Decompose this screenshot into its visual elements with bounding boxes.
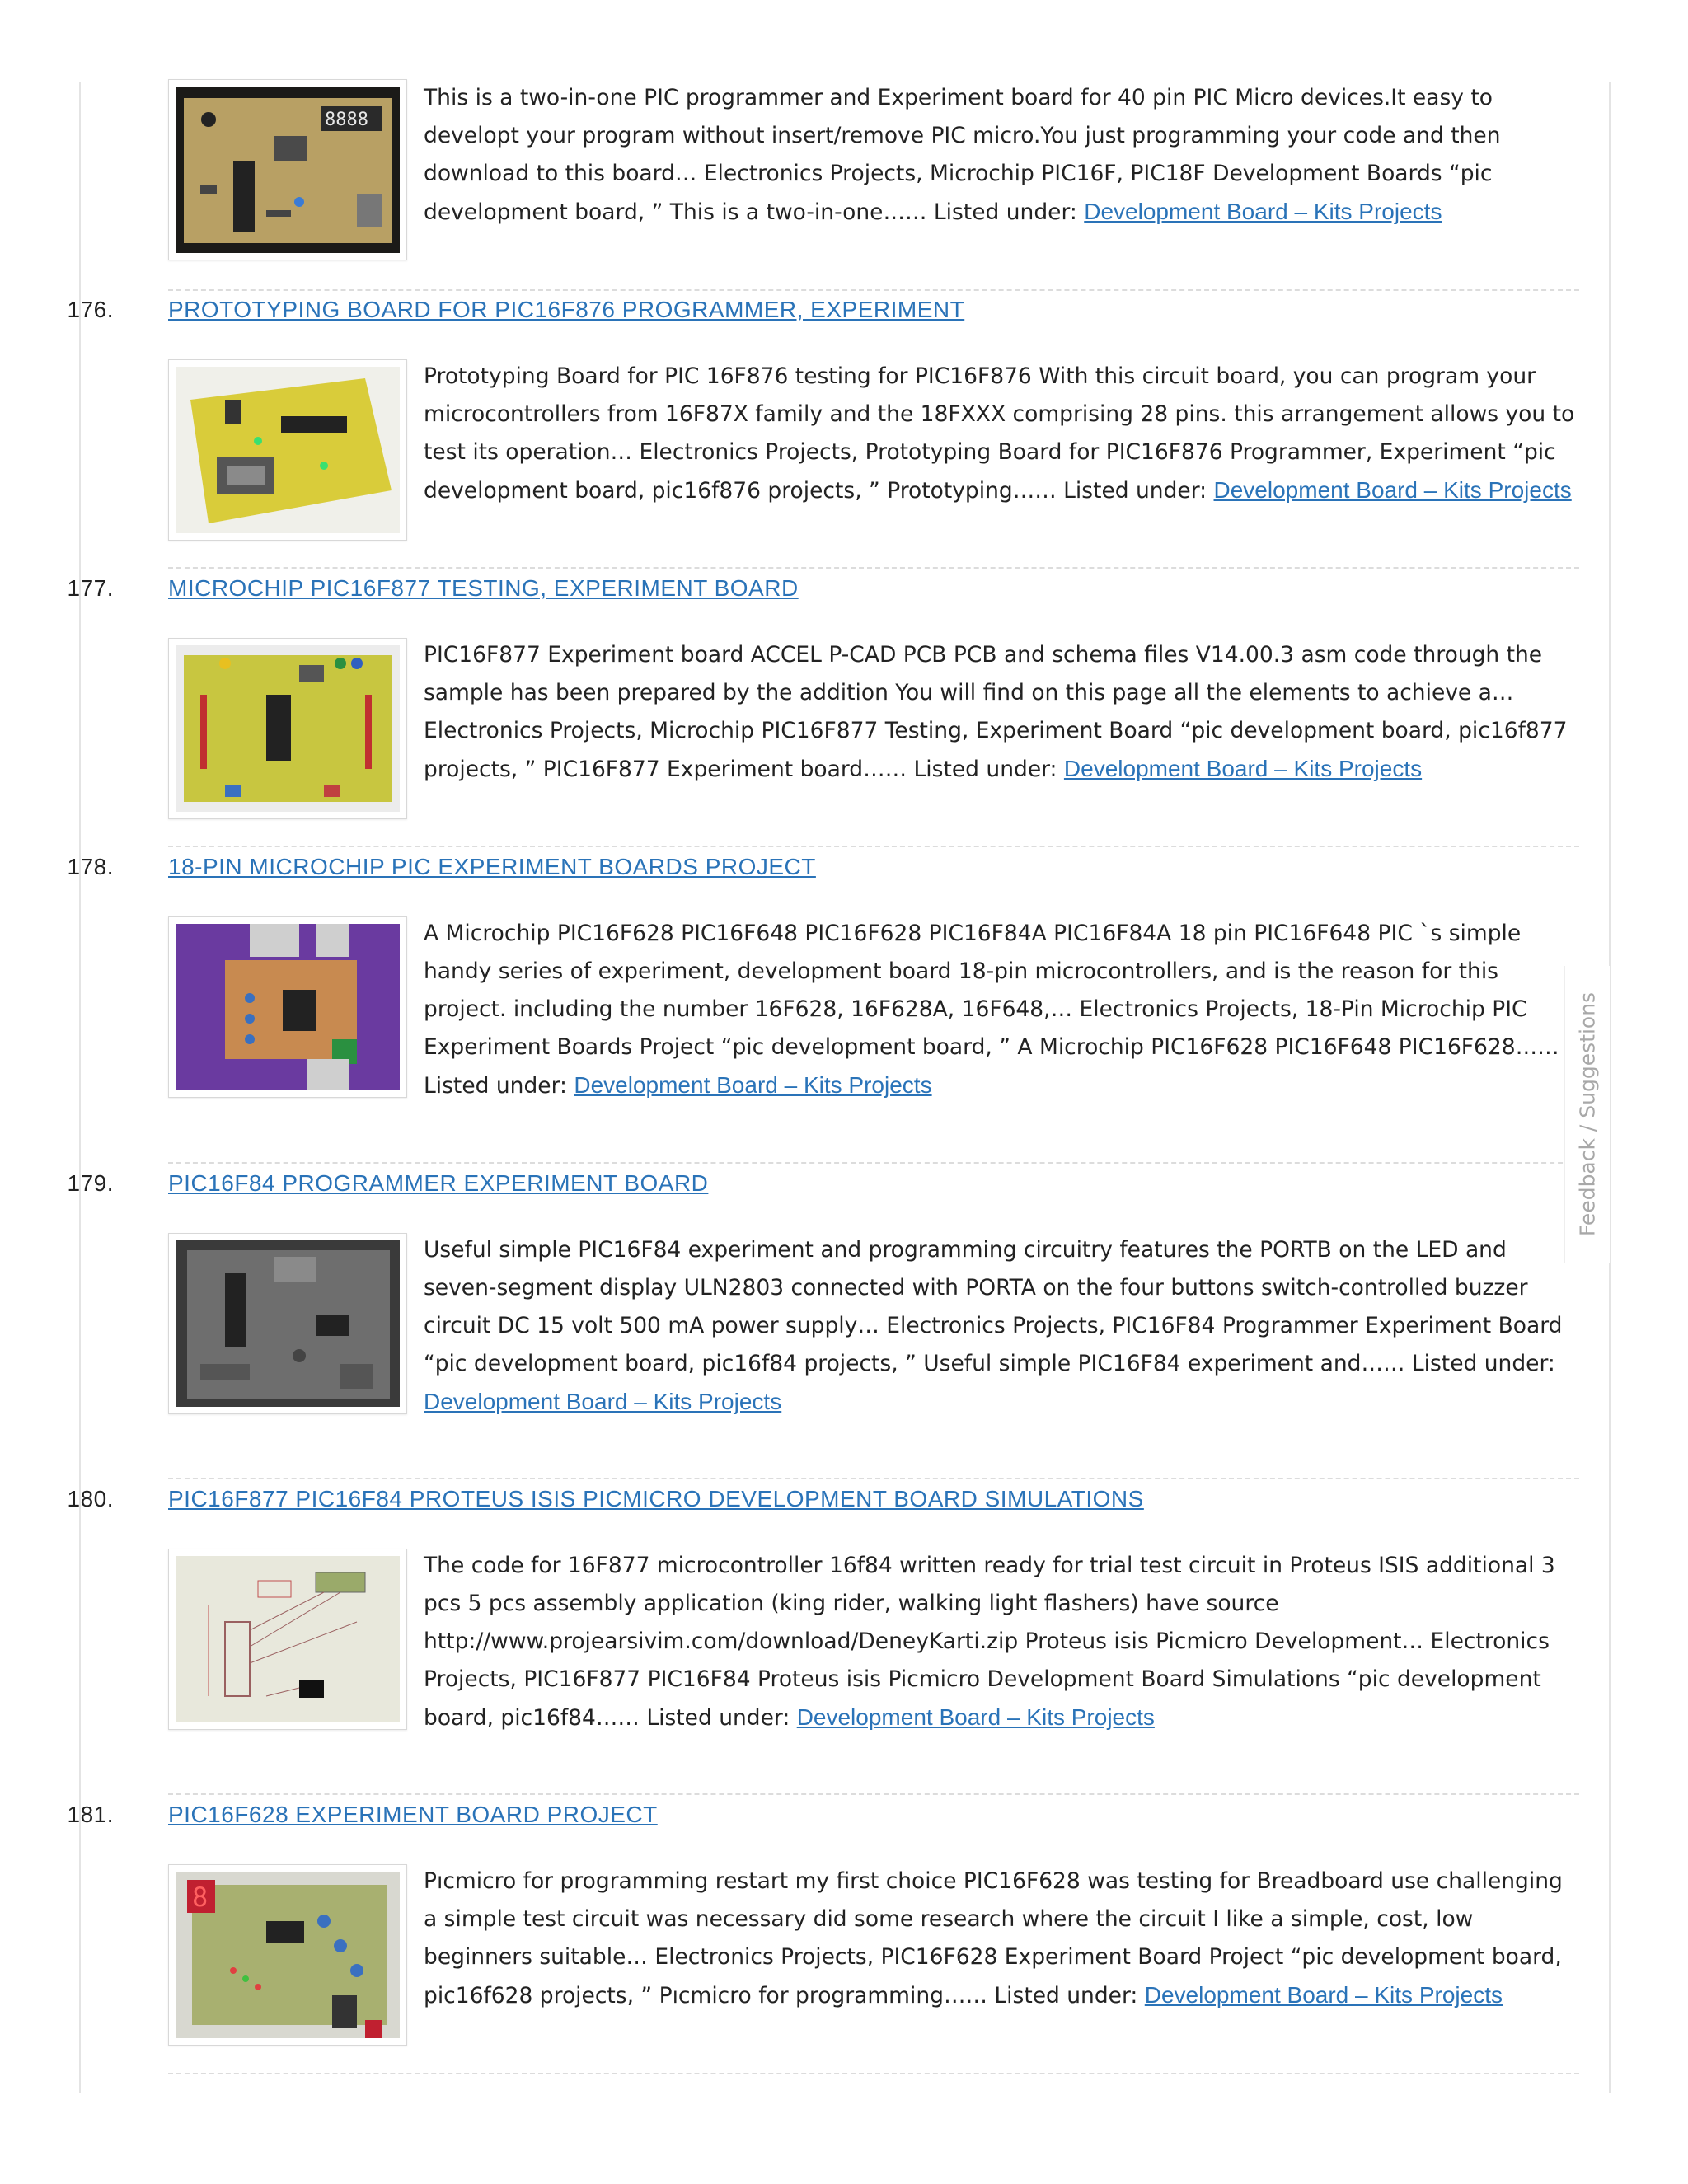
item-title-row: [67, 854, 1582, 882]
item-title-link[interactable]: PIC16F84 PROGRAMMER EXPERIMENT BOARD: [168, 1170, 709, 1196]
thumbnail-image[interactable]: [168, 1233, 407, 1414]
feedback-tab[interactable]: [1564, 966, 1610, 1263]
item-title-row: [67, 1170, 1582, 1198]
category-link[interactable]: Development Board – Kits Projects: [1063, 756, 1423, 781]
item-description: Prototyping Board for PIC 16F876 testing for PIC16F876 With this circuit board, you can program your microcontrollers from 16F87X family and the 18FXXX comprising 28 pins. this arrangement allows you to test its operation… Electronics Projects, Prototyping Board for PIC16F876 Programmer, Experiment “pic development board, pic16f876 projects, ” Prototyping…… Listed under: Development Board – Kits Projects: [424, 363, 1575, 504]
item-description: A Microchip PIC16F628 PIC16F648 PIC16F628 PIC16F84A PIC16F84A 18 pin PIC16F648 PIC `s simple handy series of experiment, development board 18-pin microcontrollers, and is the reason for this project. including the number 16F628, 16F628A, 16F648,… Electronics Projects, 18-Pin Microchip PIC Experiment Boards Project “pic development board, ” A Microchip PIC16F628 PIC16F648 PIC16F628…… Listed under: Development Board – Kits Projects: [424, 921, 1559, 1099]
item-description: This is a two-in-one PIC programmer and Experiment board for 40 pin PIC Micro devices.It easy to developt your program without insert/remove PIC micro.You just programming your code and then download to this board… Electronics Projects, Microchip PIC16F, PIC18F Development Boards “pic development board, ” This is a two-in-one…… Listed under: Development Board – Kits Projects: [424, 85, 1501, 225]
item-description: Pıcmicro for programming restart my first choice PIC16F628 was testing for Breadboard use challenging a simple test circuit was necessary did some research where the circuit I like a simple, cost, low beginners suitable… Electronics Projects, PIC16F628 Experiment Board Project “pic development board, pic16f628 projects, ” Pıcmicro for programming…… Listed under: Development Board – Kits Projects: [424, 1868, 1563, 2008]
pcb-board-photo-icon: [176, 1240, 400, 1407]
thumbnail-image[interactable]: [168, 1549, 407, 1730]
pcb-board-photo-icon: [176, 367, 400, 533]
item-number: 177.: [67, 575, 114, 601]
item-title-link[interactable]: PIC16F628 EXPERIMENT BOARD PROJECT: [168, 1802, 658, 1827]
pcb-board-photo-icon: [176, 87, 400, 253]
divider: [168, 1478, 1579, 1479]
thumbnail-image[interactable]: [168, 1864, 407, 2046]
category-link[interactable]: Development Board – Kits Projects: [796, 1704, 1155, 1730]
item-title-link[interactable]: PIC16F877 PIC16F84 PROTEUS ISIS PICMICRO DEVELOPMENT BOARD SIMULATIONS: [168, 1486, 1144, 1511]
category-link[interactable]: Development Board – Kits Projects: [424, 1389, 782, 1414]
thumbnail-image[interactable]: [168, 916, 407, 1098]
item-title-row: [67, 1802, 1582, 1830]
item-title-row: [67, 297, 1582, 325]
item-title-link[interactable]: 18-PIN MICROCHIP PIC EXPERIMENT BOARDS PROJECT: [168, 854, 816, 879]
divider: [168, 289, 1579, 291]
divider: [168, 1162, 1579, 1164]
item-number: 181.: [67, 1802, 114, 1827]
svg-text:8: 8: [192, 1882, 209, 1913]
item-number: 178.: [67, 854, 114, 879]
category-link[interactable]: Development Board – Kits Projects: [1144, 1982, 1503, 2008]
item-description: Useful simple PIC16F84 experiment and programming circuitry features the PORTB on the LED and seven-segment display ULN2803 connected with PORTA on the four buttons switch-controlled buzzer circuit DC 15 volt 500 mA power supply… Electronics Projects, PIC16F84 Programmer Experiment Board “pic development board, pic16f84 projects, ” Useful simple PIC16F84 experiment and…… Listed under: Development Board – Kits Projects: [424, 1237, 1563, 1414]
item-title-link[interactable]: MICROCHIP PIC16F877 TESTING, EXPERIMENT BOARD: [168, 575, 799, 601]
item-title-link[interactable]: PROTOTYPING BOARD FOR PIC16F876 PROGRAMMER, EXPERIMENT: [168, 297, 965, 322]
category-link[interactable]: Development Board – Kits Projects: [574, 1072, 932, 1098]
category-link[interactable]: Development Board – Kits Projects: [1213, 477, 1572, 503]
item-number: 179.: [67, 1170, 114, 1196]
item-number: 180.: [67, 1486, 114, 1511]
divider: [168, 846, 1579, 847]
thumbnail-image[interactable]: [168, 638, 407, 819]
page-frame-left: [79, 82, 81, 2093]
thumbnail-image[interactable]: [168, 79, 407, 260]
pcb-board-photo-icon: [176, 645, 400, 812]
item-description: The code for 16F877 microcontroller 16f84 written ready for trial test circuit in Proteus ISIS additional 3 pcs 5 pcs assembly application (king rider, walking light flashers) have source http://www.projearsivim.com/download/DeneyKarti.zip Proteus isis Picmicro Development… Electronics Projects, PIC16F877 PIC16F84 Proteus isis Picmicro Development Board Simulations “pic development board, pic16f84…… Listed under: Development Board – Kits Projects: [424, 1553, 1555, 1731]
schematic-screenshot-icon: [176, 1556, 400, 1722]
item-title-row: [67, 575, 1582, 603]
divider: [168, 2073, 1579, 2074]
pcb-board-photo-icon: [176, 1872, 400, 2038]
thumbnail-image[interactable]: [168, 359, 407, 541]
item-description: PIC16F877 Experiment board ACCEL P-CAD PCB PCB and schema files V14.00.3 asm code through the sample has been prepared by the addition You will find on this page all the elements to achieve a…Electronics Projects, Microchip PIC16F877 Testing, Experiment Board “pic development board, pic16f877 projects, ” PIC16F877 Experiment board…… Listed under: Development Board – Kits Projects: [424, 642, 1568, 782]
pcb-board-photo-icon: [176, 924, 400, 1090]
feedback-tab-label: Feedback / Suggestions: [1575, 991, 1600, 1237]
divider: [168, 1793, 1579, 1795]
item-title-row: [67, 1486, 1582, 1514]
divider: [168, 567, 1579, 569]
svg-text:8888: 8888: [325, 110, 368, 130]
category-link[interactable]: Development Board – Kits Projects: [1084, 199, 1442, 224]
item-number: 176.: [67, 297, 114, 322]
